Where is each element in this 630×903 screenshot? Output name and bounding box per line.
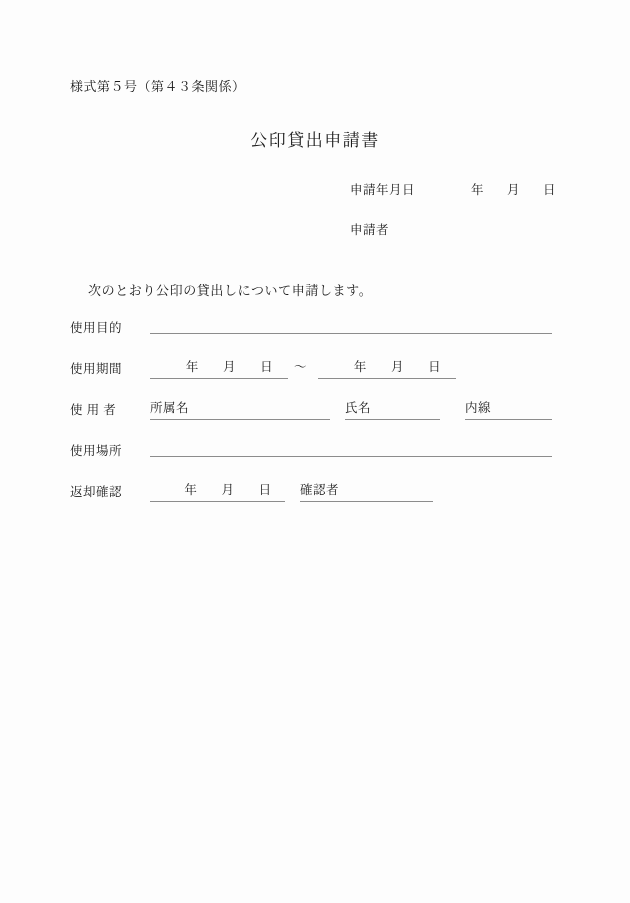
department-label: 所属名	[150, 401, 190, 415]
period-start-year-unit: 年	[185, 360, 199, 374]
application-date-label: 申請年月日	[350, 183, 416, 197]
place-input-line[interactable]	[150, 456, 552, 457]
form-fields	[70, 316, 560, 521]
place-label: 使用場所	[70, 444, 123, 458]
applicant-row	[350, 220, 556, 238]
period-start-date-line[interactable]	[150, 357, 288, 379]
application-date-row	[350, 180, 556, 198]
extension-label: 内線	[465, 401, 492, 415]
return-label: 返却確認	[70, 485, 123, 499]
period-end-year-unit: 年	[353, 360, 367, 374]
return-date-line[interactable]	[150, 480, 285, 502]
field-row-purpose	[70, 316, 560, 357]
field-row-place	[70, 439, 560, 480]
application-date-day-unit: 日	[543, 183, 557, 197]
intro-sentence: 次のとおり公印の貸出しについて申請します。	[88, 283, 373, 298]
confirmer-label: 確認者	[300, 483, 340, 497]
purpose-label: 使用目的	[70, 321, 123, 335]
period-start-month-unit: 月	[223, 360, 237, 374]
user-label: 使 用 者	[70, 403, 117, 417]
department-input-line[interactable]	[150, 398, 330, 420]
name-input-line[interactable]	[345, 398, 440, 420]
purpose-input-line[interactable]	[150, 333, 552, 334]
period-end-month-unit: 月	[391, 360, 405, 374]
applicant-label: 申請者	[350, 223, 390, 237]
field-row-period	[70, 357, 560, 398]
field-row-user	[70, 398, 560, 439]
return-year-unit: 年	[184, 483, 198, 497]
application-date-year-unit: 年	[471, 183, 485, 197]
extension-input-line[interactable]	[465, 398, 552, 420]
page-title: 公印貸出申請書	[250, 131, 380, 150]
period-start-day-unit: 日	[260, 360, 274, 374]
confirmer-input-line[interactable]	[300, 480, 433, 502]
period-label: 使用期間	[70, 362, 123, 376]
period-end-day-unit: 日	[428, 360, 442, 374]
return-month-unit: 月	[221, 483, 235, 497]
form-number: 様式第５号（第４３条関係）	[70, 79, 246, 94]
application-date-month-unit: 月	[507, 183, 521, 197]
period-end-date-line[interactable]	[318, 357, 456, 379]
period-range-separator: ～	[294, 360, 307, 374]
name-label: 氏名	[345, 401, 372, 415]
application-meta-block	[350, 180, 556, 260]
return-day-unit: 日	[258, 483, 272, 497]
field-row-return	[70, 480, 560, 521]
